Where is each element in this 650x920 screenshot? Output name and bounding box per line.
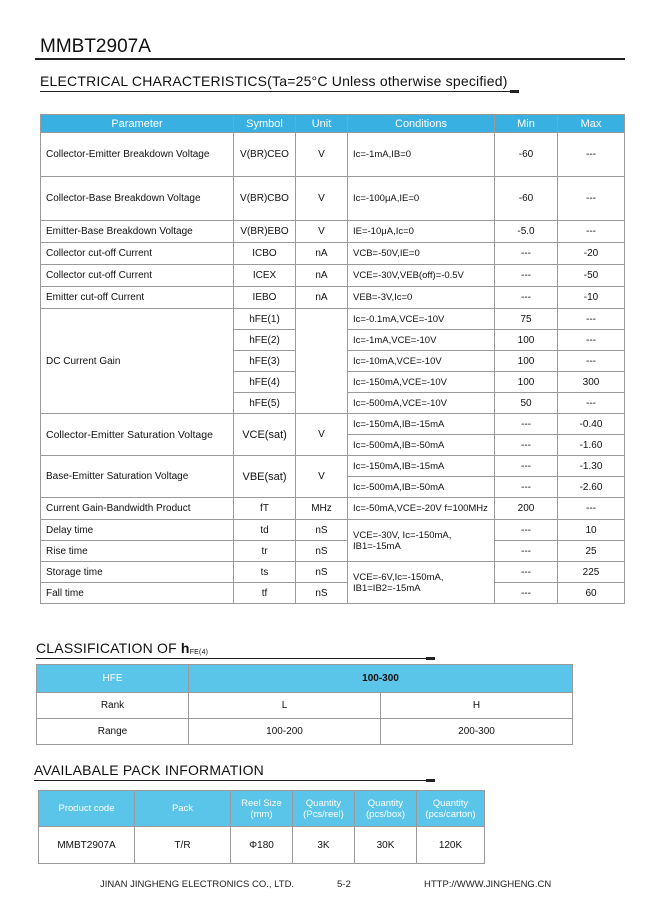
table-row: hFE(2) Ic=-1mA,VCE=-10V 100 ---: [41, 330, 625, 351]
electrical-heading: [40, 73, 508, 89]
header-symbol: Symbol: [234, 115, 296, 133]
table-row: Collector-Emitter Saturation Voltage VCE(sat) V Ic=-150mA,IB=-15mA --- -0.40: [41, 414, 625, 435]
header-min: Min: [495, 115, 558, 133]
table-row: Ic=-500mA,IB=-50mA --- -1.60: [41, 435, 625, 456]
table-row: Storage time ts nS VCE=-6V,Ic=-150mA, IB1=IB2=-15mA --- 225: [41, 562, 625, 583]
document-title: MMBT2907A: [40, 36, 151, 57]
table-row: Collector cut-off Current ICBO nA VCB=-50V,IE=0 --- -20: [41, 243, 625, 265]
hfe-value: 100-300: [189, 665, 573, 693]
electrical-characteristics-table: [40, 114, 625, 604]
pack-information-table: Product code Pack Reel Size (mm) Quantity (Pcs/reel) Quantity (pcs/box) Quantity (pcs/carton) MMBT2907A T/R Φ180 3K 30K 120K: [38, 790, 485, 864]
table-row: Delay time td nS VCE=-30V, Ic=-150mA, IB1=-15mA --- 10: [41, 520, 625, 541]
table-row: Current Gain-Bandwidth Product fT MHz Ic=-50mA,VCE=-20V f=100MHz 200 ---: [41, 498, 625, 520]
header-unit: Unit: [296, 115, 348, 133]
table-row: Ic=-500mA,IB=-50mA --- -2.60: [41, 477, 625, 498]
header-max: Max: [558, 115, 625, 133]
table-row: hFE(3) Ic=-10mA,VCE=-10V 100 ---: [41, 351, 625, 372]
table-row: DC Current Gain hFE(1) Ic=-0.1mA,VCE=-10V 75 ---: [41, 309, 625, 330]
table-row: Collector-Emitter Breakdown Voltage V(BR)CEO V Ic=-1mA,IB=0 -60 ---: [41, 133, 625, 177]
header-conditions: Conditions: [348, 115, 495, 133]
table-row: Base-Emitter Saturation Voltage VBE(sat) V Ic=-150mA,IB=-15mA --- -1.30: [41, 456, 625, 477]
electrical-heading-text: ELECTRICAL CHARACTERISTICS(Ta=25°C Unless otherwise specified): [40, 73, 508, 89]
table-row: Collector-Base Breakdown Voltage V(BR)CBO V Ic=-100μA,IE=0 -60 ---: [41, 177, 625, 221]
footer-url: HTTP://WWW.JINGHENG.CN: [424, 879, 552, 890]
table-row: Fall time tf nS --- 60: [41, 583, 625, 604]
footer-company: JINAN JINGHENG ELECTRONICS CO., LTD.: [100, 879, 295, 890]
hfe-label: HFE: [37, 665, 189, 693]
table-row: Emitter cut-off Current IEBO nA VEB=-3V,Ic=0 --- -10: [41, 287, 625, 309]
table-row: Rise time tr nS --- 25: [41, 541, 625, 562]
table-row: Emitter-Base Breakdown Voltage V(BR)EBO V IE=-10μA,Ic=0 -5.0 ---: [41, 221, 625, 243]
header-parameter: Parameter: [41, 115, 234, 133]
footer-page-number: 5-2: [337, 879, 351, 890]
table-row: Collector cut-off Current ICEX nA VCE=-30V,VEB(off)=-0.5V --- -50: [41, 265, 625, 287]
pack-heading: AVAILABALE PACK INFORMATION: [34, 762, 264, 778]
classification-table: HFE 100-300 Rank L H Range 100-200 200-300: [36, 664, 573, 745]
table-row: hFE(5) Ic=-500mA,VCE=-10V 50 ---: [41, 393, 625, 414]
table-row: hFE(4) Ic=-150mA,VCE=-10V 100 300: [41, 372, 625, 393]
classification-heading: CLASSIFICATION OF $h_{FE(4)}$: [36, 640, 208, 656]
title-rule: [35, 58, 625, 60]
